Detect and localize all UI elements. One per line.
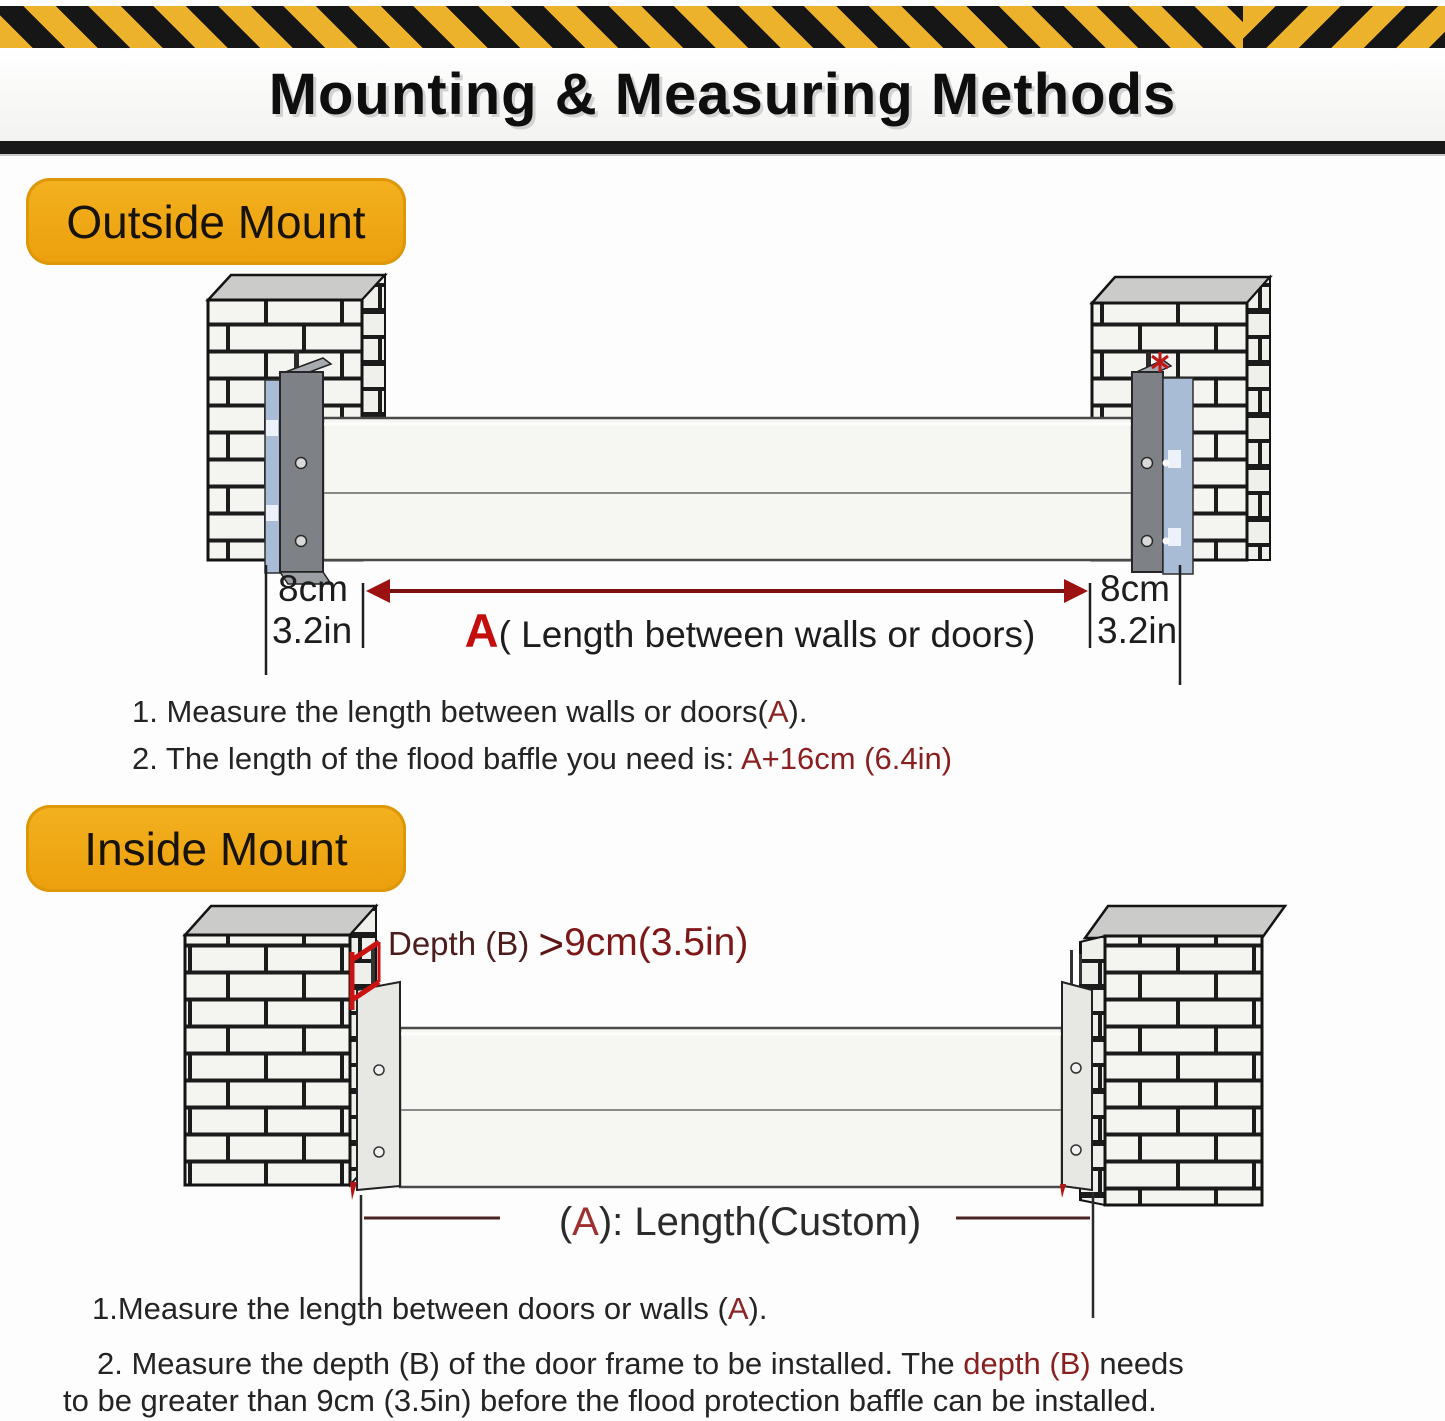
length-custom-label: (A): Length(Custom): [558, 1200, 922, 1244]
dimension-a-symbol: A: [464, 604, 499, 657]
inside-step-2-line2: to be greater than 9cm (3.5in) before the flood protection baffle can be installed.: [63, 1383, 1157, 1418]
inside-mount-label: Inside Mount: [26, 805, 406, 892]
outside-mount-label: Outside Mount: [26, 178, 406, 265]
right-gap-cm: 8cm: [1100, 568, 1170, 609]
left-gap-inch: 3.2in: [272, 610, 353, 651]
depth-b-label: Depth (B) >9cm(3.5in): [388, 920, 749, 969]
dimension-a-description: ( Length between walls or doors): [498, 614, 1036, 655]
inside-step-2-line1: 2. Measure the depth (B) of the door frame to be installed. The depth (B) needs: [97, 1346, 1184, 1381]
outside-step-2: 2. The length of the flood baffle you need is: A+16cm (6.4in): [132, 741, 953, 776]
outside-step-1: 1. Measure the length between walls or doors(A).: [132, 694, 808, 729]
left-brick-pillar-inside: [185, 906, 376, 1185]
right-gap-inch: 3.2in: [1097, 610, 1178, 651]
left-mounting-bracket: [265, 350, 331, 584]
right-brick-pillar-inside: [1080, 906, 1285, 1205]
inside-step-1: 1.Measure the length between doors or walls (A).: [92, 1291, 768, 1326]
left-gap-cm: 8cm: [278, 568, 348, 609]
length-between-walls-label: [420, 603, 1080, 658]
flood-barrier-planks-inside: [400, 1028, 1062, 1187]
flood-barrier-planks: [323, 418, 1132, 560]
right-mounting-bracket: [1132, 352, 1193, 574]
page-title: Mounting & Measuring Methods: [268, 62, 1177, 127]
